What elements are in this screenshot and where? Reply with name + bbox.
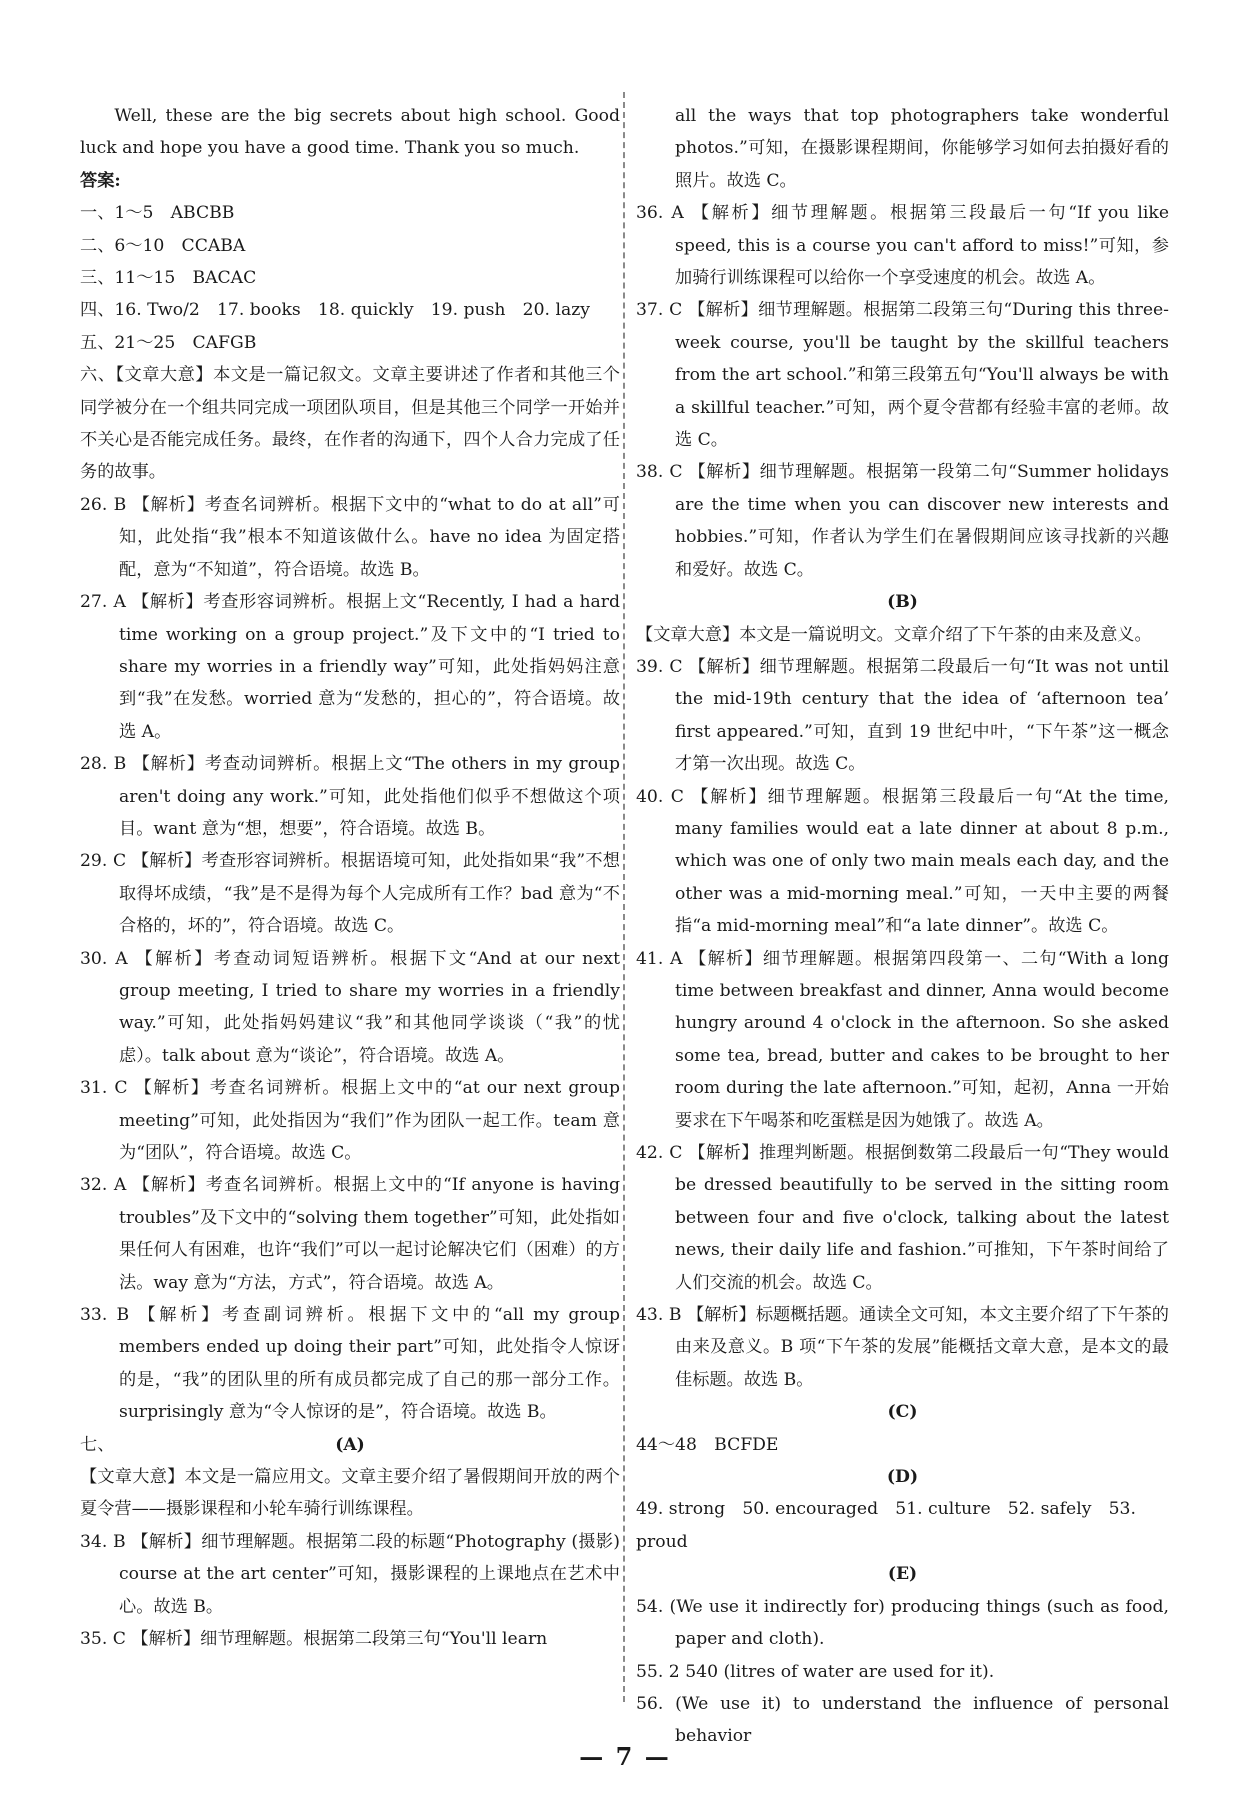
explanation-item: 26. B 【解析】考查名词辨析。根据下文中的“what to do at all”可知，此处指“我”根本不知道该做什么。have no idea 为固定搭配，意为“不知道”，符合语境。故选 B。 [80,494,620,580]
explanation-item: 55. 2 540 (litres of water are used for it). [636,1661,995,1682]
section7-summary: 【文章大意】本文是一篇应用文。文章主要介绍了暑假期间开放的两个夏令营——摄影课程和小轮车骑行训练课程。 [80,1467,620,1520]
explanation-item: 41. A 【解析】细节理解题。根据第四段第一、二句“With a long time between breakfast and dinner, Anna would become hungry around 4 o'clock in the afternoon. So she asked some tea, bread, butter and cakes to be brought to her room during the late afternoon.”可知，起初，Anna 一开始要求在下午喝茶和吃蛋糕是因为她饿了。故选 A。 [636,948,1169,1131]
section7-header [80,1429,620,1461]
passage-d-label: (D) [886,1467,919,1488]
explanation-item: 30. A 【解析】考查动词短语辨析。根据下文“And at our next group meeting, I tried to share my worries in a friendly way.”可知，此处指妈妈建议“我”和其他同学谈谈（“我”的忧虑）。talk about 意为“谈论”，符合语境。故选 A。 [80,948,620,1066]
page-number: — 7 — [579,1742,671,1771]
answer-line: 五、21～25 CAFGB [80,332,257,353]
column-divider [623,92,625,1702]
passage-b-label: (B) [887,592,918,613]
explanation-item: 42. C 【解析】推理判断题。根据倒数第二段最后一句“They would be dressed beautifully to be served in the sitting room between four and five o'clock, talking about the latest news, their daily life and fashion.”可推知，下午茶时间给了人们交流的机会。故选 C。 [636,1143,1169,1293]
explanation-item: 54. (We use it indirectly for) producing things (such as food, paper and cloth). [636,1596,1169,1650]
explanation-item: 38. C 【解析】细节理解题。根据第一段第二句“Summer holidays are the time when you can discover new interests and hobbies.”可知，作者认为学生们在暑假期间应该寻找新的兴趣和爱好。故选 C。 [636,462,1169,580]
section6-summary: 六、【文章大意】本文是一篇记叙文。文章主要讲述了作者和其他三个同学被分在一个组共同完成一项团队项目，但是其他三个同学一开始并不关心是否能完成任务。最终，在作者的沟通下，四个人合力完成了任务的故事。 [80,365,620,483]
answer-line: 四、16. Two/2 17. books 18. quickly 19. push 20. lazy [80,300,590,321]
explanation-item: 33. B 【解析】考查副词辨析。根据下文中的“all my group members ended up doing their part”可知，此处指令人惊讶的是，“我”的团队里的所有成员都完成了自己的那一部分工作。surprisingly 意为“令人惊讶的是”，符合语境。故选 B。 [80,1305,620,1423]
explanation-item: 32. A 【解析】考查名词辨析。根据上文中的“If anyone is having troubles”及下文中的“solving them together”可知，此处指如果任何人有困难，也许“我们”可以一起讨论解决它们（困难）的方法。way 意为“方法，方式”，符合语境。故选 A。 [80,1175,620,1293]
left-column [80,100,620,1655]
answers-heading: 答案: [80,170,121,191]
answer-line: 一、1～5 ABCBB [80,203,235,224]
passage-c-label: (C) [887,1402,918,1423]
explanation-item: 27. A 【解析】考查形容词辨析。根据上文“Recently, I had a hard time working on a group project.”及下文中的“I tried to share my worries in a friendly way”可知，此处指妈妈注意到“我”在发愁。worried 意为“发愁的，担心的”，符合语境。故选 A。 [80,592,620,742]
explanation-item: 39. C 【解析】细节理解题。根据第二段最后一句“It was not until the mid-19th century that the idea of ‘afternoon tea’ first appeared.”可知，直到 19 世纪中叶，“下午茶”这一概念才第一次出现。故选 C。 [636,656,1169,775]
section7-label: 七、 [80,1434,115,1455]
passage-e-label: (E) [887,1564,918,1585]
explanation-item: 35. C 【解析】细节理解题。根据第二段第三句“You'll learn [80,1629,548,1650]
explanation-item: 34. B 【解析】细节理解题。根据第二段的标题“Photography (摄影) course at the art center”可知，摄影课程的上课地点在艺术中心。故选 B。 [80,1531,620,1617]
answer-line: 44～48 BCFDE [636,1434,779,1455]
answer-line: 二、6～10 CCABA [80,235,246,256]
explanation-item: 43. B 【解析】标题概括题。通读全文可知，本文主要介绍了下午茶的由来及意义。B 项“下午茶的发展”能概括文章大意，是本文的最佳标题。故选 B。 [636,1305,1169,1390]
explanation-item: 36. A 【解析】细节理解题。根据第三段最后一句“If you like speed, this is a course you can't afford to miss!”可知，参加骑行训练课程可以给你一个享受速度的机会。故选 A。 [636,203,1169,289]
explanation-item: 28. B 【解析】考查动词辨析。根据上文“The others in my group aren't doing any work.”可知，此处指他们似乎不想做这个项目。want 意为“想，想要”，符合语境。故选 B。 [80,754,620,839]
explanation-item: 37. C 【解析】细节理解题。根据第二段第三句“During this three-week course, you'll be taught by the skillful teachers from the art school.”和第三段第五句“You'll always be with a skillful teacher.”可知，两个夏令营都有经验丰富的老师。故选 C。 [636,300,1169,451]
explanation-continuation: all the ways that top photographers take wonderful photos.”可知，在摄影课程期间，你能够学习如何去拍摄好看的照片。故选 C。 [675,106,1169,191]
right-column [636,100,1169,1753]
explanation-item: 56. (We use it) to understand the influence of personal behavior [636,1693,1169,1747]
intro-paragraph: Well, these are the big secrets about high school. Good luck and hope you have a good time. Thank you so much. [80,106,620,159]
answer-line: 49. strong 50. encouraged 51. culture 52. safely 53. proud [636,1499,1136,1552]
passage-a-label: (A) [335,1434,365,1455]
explanation-item: 40. C 【解析】细节理解题。根据第三段最后一句“At the time, many families would eat a late dinner at about 8 p.m., which was one of only two main meals each day, and the other was a mid-morning meal.”可知，一天中主要的两餐指“a mid-morning meal”和“a late dinner”。故选 C。 [636,786,1169,937]
explanation-item: 29. C 【解析】考查形容词辨析。根据语境可知，此处指如果“我”不想取得坏成绩，“我”是不是得为每个人完成所有工作？bad 意为“不合格的，坏的”，符合语境。故选 C。 [80,851,620,937]
explanation-item: 31. C 【解析】考查名词辨析。根据上文中的“at our next group meeting”可知，此处指因为“我们”作为团队一起工作。team 意为“团队”，符合语境。故选 C。 [80,1078,620,1163]
answer-line: 三、11～15 BACAC [80,268,257,289]
passage-b-summary: 【文章大意】本文是一篇说明文。文章介绍了下午茶的由来及意义。 [636,624,1152,645]
